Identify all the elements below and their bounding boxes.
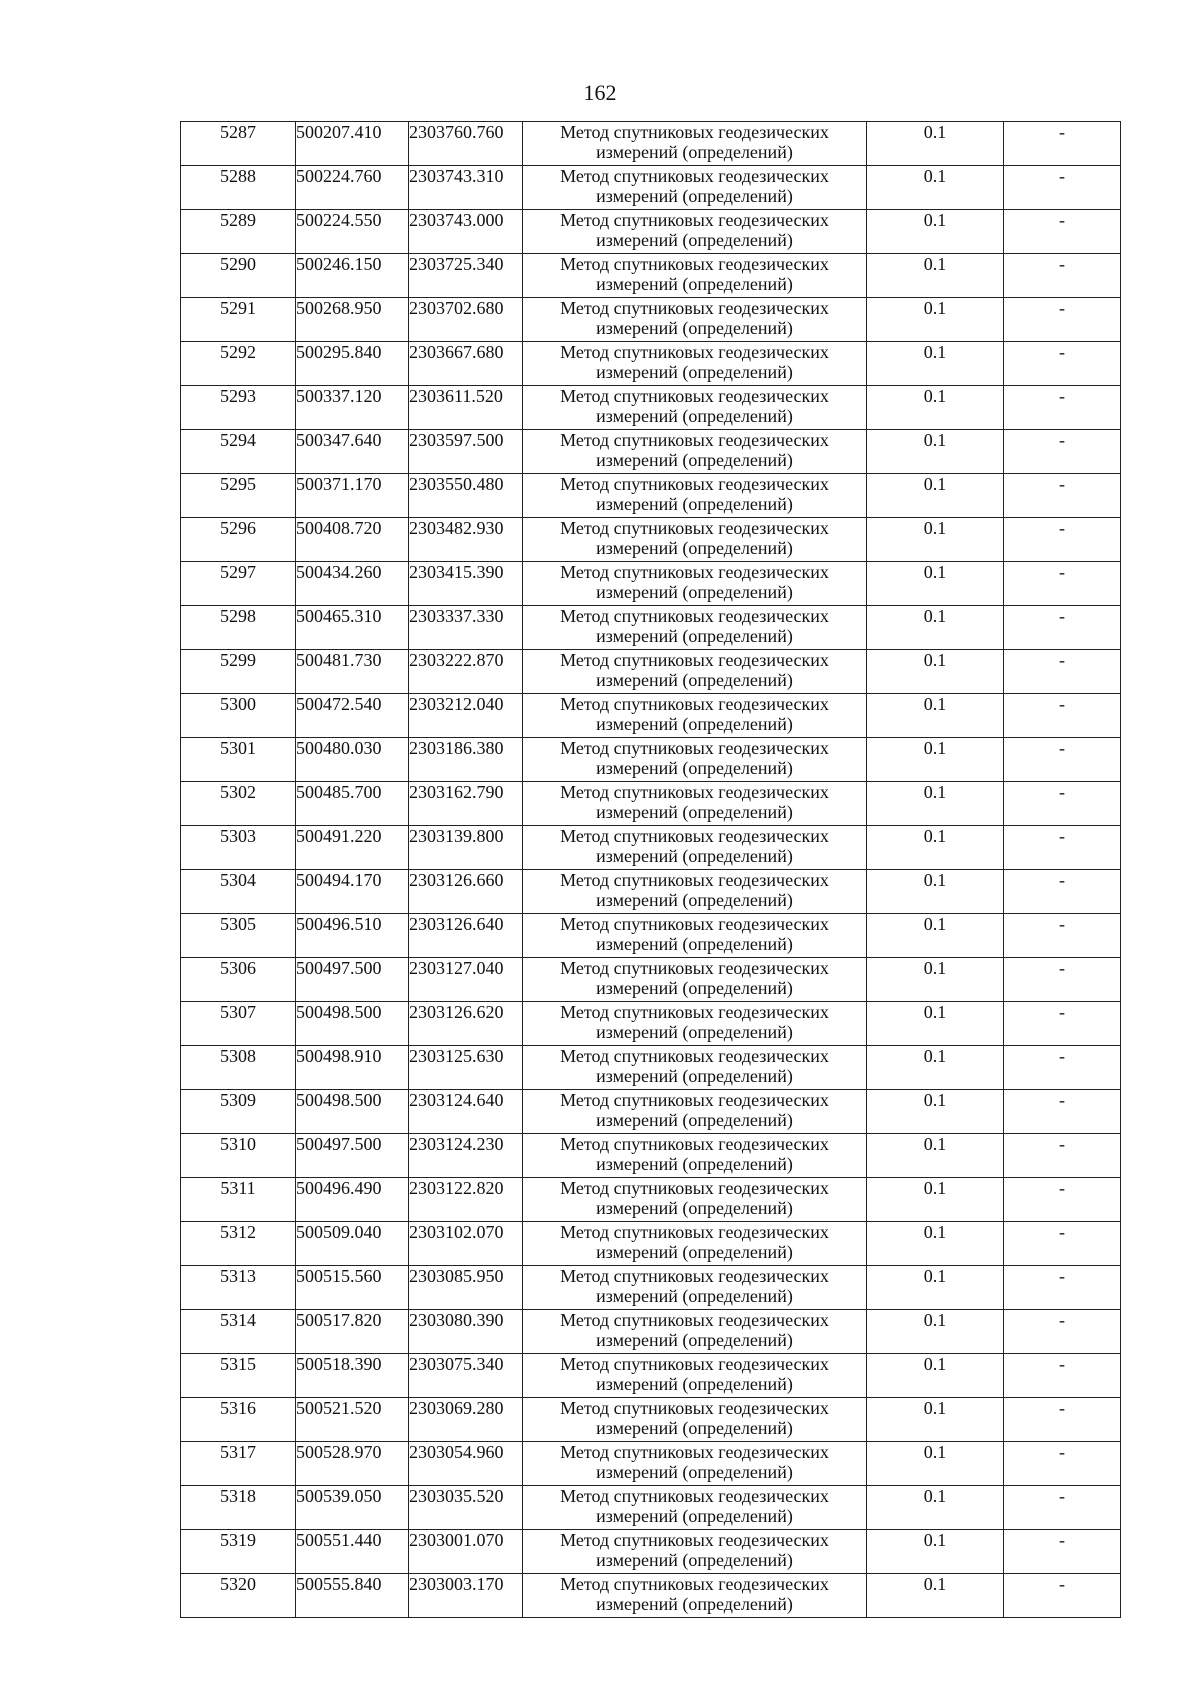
y-coordinate-cell: 2303069.280 bbox=[409, 1398, 523, 1442]
y-coordinate-cell: 2303337.330 bbox=[409, 606, 523, 650]
method-cell: Метод спутниковых геодезических измерений (определений) bbox=[523, 298, 867, 342]
method-cell: Метод спутниковых геодезических измерений (определений) bbox=[523, 1002, 867, 1046]
table-row bbox=[181, 430, 1121, 474]
y-coordinate-cell: 2303743.000 bbox=[409, 210, 523, 254]
table-row bbox=[181, 1486, 1121, 1530]
point-number-cell: 5318 bbox=[181, 1486, 296, 1530]
accuracy-cell: 0.1 bbox=[867, 298, 1004, 342]
table-row bbox=[181, 650, 1121, 694]
y-coordinate-cell: 2303550.480 bbox=[409, 474, 523, 518]
note-cell: - bbox=[1004, 1090, 1121, 1134]
point-number-cell: 5304 bbox=[181, 870, 296, 914]
method-cell: Метод спутниковых геодезических измерений (определений) bbox=[523, 958, 867, 1002]
table-row bbox=[181, 914, 1121, 958]
point-number-cell: 5291 bbox=[181, 298, 296, 342]
accuracy-cell: 0.1 bbox=[867, 1090, 1004, 1134]
table-row bbox=[181, 1046, 1121, 1090]
table-row bbox=[181, 606, 1121, 650]
x-coordinate-cell: 500517.820 bbox=[296, 1310, 409, 1354]
x-coordinate-cell: 500347.640 bbox=[296, 430, 409, 474]
point-number-cell: 5288 bbox=[181, 166, 296, 210]
x-coordinate-cell: 500371.170 bbox=[296, 474, 409, 518]
point-number-cell: 5317 bbox=[181, 1442, 296, 1486]
note-cell: - bbox=[1004, 474, 1121, 518]
x-coordinate-cell: 500497.500 bbox=[296, 958, 409, 1002]
accuracy-cell: 0.1 bbox=[867, 386, 1004, 430]
x-coordinate-cell: 500539.050 bbox=[296, 1486, 409, 1530]
point-number-cell: 5303 bbox=[181, 826, 296, 870]
table-row bbox=[181, 518, 1121, 562]
method-cell: Метод спутниковых геодезических измерений (определений) bbox=[523, 1046, 867, 1090]
x-coordinate-cell: 500224.550 bbox=[296, 210, 409, 254]
x-coordinate-cell: 500268.950 bbox=[296, 298, 409, 342]
accuracy-cell: 0.1 bbox=[867, 1134, 1004, 1178]
method-cell: Метод спутниковых геодезических измерений (определений) bbox=[523, 1442, 867, 1486]
y-coordinate-cell: 2303667.680 bbox=[409, 342, 523, 386]
table-row bbox=[181, 870, 1121, 914]
note-cell: - bbox=[1004, 1266, 1121, 1310]
x-coordinate-cell: 500496.510 bbox=[296, 914, 409, 958]
accuracy-cell: 0.1 bbox=[867, 210, 1004, 254]
method-cell: Метод спутниковых геодезических измерений (определений) bbox=[523, 1266, 867, 1310]
point-number-cell: 5306 bbox=[181, 958, 296, 1002]
point-number-cell: 5320 bbox=[181, 1574, 296, 1618]
accuracy-cell: 0.1 bbox=[867, 738, 1004, 782]
note-cell: - bbox=[1004, 694, 1121, 738]
point-number-cell: 5315 bbox=[181, 1354, 296, 1398]
x-coordinate-cell: 500496.490 bbox=[296, 1178, 409, 1222]
y-coordinate-cell: 2303482.930 bbox=[409, 518, 523, 562]
y-coordinate-cell: 2303126.620 bbox=[409, 1002, 523, 1046]
accuracy-cell: 0.1 bbox=[867, 1442, 1004, 1486]
table-row bbox=[181, 1002, 1121, 1046]
note-cell: - bbox=[1004, 958, 1121, 1002]
method-cell: Метод спутниковых геодезических измерений (определений) bbox=[523, 562, 867, 606]
accuracy-cell: 0.1 bbox=[867, 1310, 1004, 1354]
y-coordinate-cell: 2303003.170 bbox=[409, 1574, 523, 1618]
accuracy-cell: 0.1 bbox=[867, 782, 1004, 826]
point-number-cell: 5292 bbox=[181, 342, 296, 386]
method-cell: Метод спутниковых геодезических измерений (определений) bbox=[523, 1222, 867, 1266]
note-cell: - bbox=[1004, 1046, 1121, 1090]
y-coordinate-cell: 2303001.070 bbox=[409, 1530, 523, 1574]
accuracy-cell: 0.1 bbox=[867, 694, 1004, 738]
point-number-cell: 5294 bbox=[181, 430, 296, 474]
method-cell: Метод спутниковых геодезических измерений (определений) bbox=[523, 1178, 867, 1222]
note-cell: - bbox=[1004, 386, 1121, 430]
point-number-cell: 5316 bbox=[181, 1398, 296, 1442]
point-number-cell: 5293 bbox=[181, 386, 296, 430]
note-cell: - bbox=[1004, 342, 1121, 386]
x-coordinate-cell: 500434.260 bbox=[296, 562, 409, 606]
y-coordinate-cell: 2303125.630 bbox=[409, 1046, 523, 1090]
y-coordinate-cell: 2303124.230 bbox=[409, 1134, 523, 1178]
method-cell: Метод спутниковых геодезических измерений (определений) bbox=[523, 650, 867, 694]
accuracy-cell: 0.1 bbox=[867, 122, 1004, 166]
y-coordinate-cell: 2303212.040 bbox=[409, 694, 523, 738]
y-coordinate-cell: 2303743.310 bbox=[409, 166, 523, 210]
x-coordinate-cell: 500207.410 bbox=[296, 122, 409, 166]
method-cell: Метод спутниковых геодезических измерений (определений) bbox=[523, 342, 867, 386]
point-number-cell: 5298 bbox=[181, 606, 296, 650]
note-cell: - bbox=[1004, 914, 1121, 958]
method-cell: Метод спутниковых геодезических измерений (определений) bbox=[523, 1486, 867, 1530]
note-cell: - bbox=[1004, 1178, 1121, 1222]
point-number-cell: 5297 bbox=[181, 562, 296, 606]
note-cell: - bbox=[1004, 518, 1121, 562]
accuracy-cell: 0.1 bbox=[867, 958, 1004, 1002]
table-row bbox=[181, 1178, 1121, 1222]
note-cell: - bbox=[1004, 606, 1121, 650]
method-cell: Метод спутниковых геодезических измерений (определений) bbox=[523, 738, 867, 782]
y-coordinate-cell: 2303611.520 bbox=[409, 386, 523, 430]
table-row bbox=[181, 1354, 1121, 1398]
x-coordinate-cell: 500246.150 bbox=[296, 254, 409, 298]
note-cell: - bbox=[1004, 1310, 1121, 1354]
point-number-cell: 5289 bbox=[181, 210, 296, 254]
note-cell: - bbox=[1004, 1398, 1121, 1442]
table-row bbox=[181, 1134, 1121, 1178]
point-number-cell: 5310 bbox=[181, 1134, 296, 1178]
note-cell: - bbox=[1004, 122, 1121, 166]
table-row bbox=[181, 738, 1121, 782]
point-number-cell: 5302 bbox=[181, 782, 296, 826]
table-row bbox=[181, 694, 1121, 738]
table-row bbox=[181, 474, 1121, 518]
note-cell: - bbox=[1004, 1222, 1121, 1266]
x-coordinate-cell: 500497.500 bbox=[296, 1134, 409, 1178]
method-cell: Метод спутниковых геодезических измерений (определений) bbox=[523, 1398, 867, 1442]
accuracy-cell: 0.1 bbox=[867, 650, 1004, 694]
table-row bbox=[181, 958, 1121, 1002]
y-coordinate-cell: 2303725.340 bbox=[409, 254, 523, 298]
method-cell: Метод спутниковых геодезических измерений (определений) bbox=[523, 1310, 867, 1354]
note-cell: - bbox=[1004, 738, 1121, 782]
x-coordinate-cell: 500472.540 bbox=[296, 694, 409, 738]
note-cell: - bbox=[1004, 166, 1121, 210]
note-cell: - bbox=[1004, 1530, 1121, 1574]
x-coordinate-cell: 500521.520 bbox=[296, 1398, 409, 1442]
accuracy-cell: 0.1 bbox=[867, 870, 1004, 914]
method-cell: Метод спутниковых геодезических измерений (определений) bbox=[523, 826, 867, 870]
table-row bbox=[181, 1222, 1121, 1266]
table-row bbox=[181, 782, 1121, 826]
table-row bbox=[181, 826, 1121, 870]
y-coordinate-cell: 2303075.340 bbox=[409, 1354, 523, 1398]
note-cell: - bbox=[1004, 1134, 1121, 1178]
method-cell: Метод спутниковых геодезических измерений (определений) bbox=[523, 870, 867, 914]
x-coordinate-cell: 500465.310 bbox=[296, 606, 409, 650]
y-coordinate-cell: 2303760.760 bbox=[409, 122, 523, 166]
y-coordinate-cell: 2303127.040 bbox=[409, 958, 523, 1002]
y-coordinate-cell: 2303102.070 bbox=[409, 1222, 523, 1266]
y-coordinate-cell: 2303186.380 bbox=[409, 738, 523, 782]
accuracy-cell: 0.1 bbox=[867, 1574, 1004, 1618]
note-cell: - bbox=[1004, 298, 1121, 342]
accuracy-cell: 0.1 bbox=[867, 826, 1004, 870]
method-cell: Метод спутниковых геодезических измерений (определений) bbox=[523, 1574, 867, 1618]
note-cell: - bbox=[1004, 430, 1121, 474]
y-coordinate-cell: 2303085.950 bbox=[409, 1266, 523, 1310]
method-cell: Метод спутниковых геодезических измерений (определений) bbox=[523, 430, 867, 474]
y-coordinate-cell: 2303139.800 bbox=[409, 826, 523, 870]
point-number-cell: 5301 bbox=[181, 738, 296, 782]
method-cell: Метод спутниковых геодезических измерений (определений) bbox=[523, 210, 867, 254]
x-coordinate-cell: 500480.030 bbox=[296, 738, 409, 782]
note-cell: - bbox=[1004, 1486, 1121, 1530]
point-number-cell: 5295 bbox=[181, 474, 296, 518]
y-coordinate-cell: 2303122.820 bbox=[409, 1178, 523, 1222]
table-row bbox=[181, 210, 1121, 254]
y-coordinate-cell: 2303054.960 bbox=[409, 1442, 523, 1486]
point-number-cell: 5319 bbox=[181, 1530, 296, 1574]
note-cell: - bbox=[1004, 1354, 1121, 1398]
x-coordinate-cell: 500295.840 bbox=[296, 342, 409, 386]
accuracy-cell: 0.1 bbox=[867, 518, 1004, 562]
coordinates-table bbox=[180, 121, 1121, 1618]
y-coordinate-cell: 2303035.520 bbox=[409, 1486, 523, 1530]
accuracy-cell: 0.1 bbox=[867, 1046, 1004, 1090]
method-cell: Метод спутниковых геодезических измерений (определений) bbox=[523, 386, 867, 430]
table-row bbox=[181, 386, 1121, 430]
accuracy-cell: 0.1 bbox=[867, 1398, 1004, 1442]
point-number-cell: 5307 bbox=[181, 1002, 296, 1046]
coordinates-table-body bbox=[181, 122, 1121, 1618]
point-number-cell: 5296 bbox=[181, 518, 296, 562]
accuracy-cell: 0.1 bbox=[867, 914, 1004, 958]
method-cell: Метод спутниковых геодезических измерений (определений) bbox=[523, 254, 867, 298]
table-row bbox=[181, 342, 1121, 386]
table-row bbox=[181, 298, 1121, 342]
method-cell: Метод спутниковых геодезических измерений (определений) bbox=[523, 1090, 867, 1134]
x-coordinate-cell: 500481.730 bbox=[296, 650, 409, 694]
page-number: 162 bbox=[583, 80, 617, 105]
point-number-cell: 5290 bbox=[181, 254, 296, 298]
accuracy-cell: 0.1 bbox=[867, 1222, 1004, 1266]
accuracy-cell: 0.1 bbox=[867, 1266, 1004, 1310]
method-cell: Метод спутниковых геодезических измерений (определений) bbox=[523, 606, 867, 650]
point-number-cell: 5308 bbox=[181, 1046, 296, 1090]
x-coordinate-cell: 500498.910 bbox=[296, 1046, 409, 1090]
method-cell: Метод спутниковых геодезических измерений (определений) bbox=[523, 914, 867, 958]
table-row bbox=[181, 1442, 1121, 1486]
method-cell: Метод спутниковых геодезических измерений (определений) bbox=[523, 782, 867, 826]
point-number-cell: 5300 bbox=[181, 694, 296, 738]
point-number-cell: 5314 bbox=[181, 1310, 296, 1354]
method-cell: Метод спутниковых геодезических измерений (определений) bbox=[523, 1134, 867, 1178]
note-cell: - bbox=[1004, 870, 1121, 914]
table-row bbox=[181, 1398, 1121, 1442]
note-cell: - bbox=[1004, 826, 1121, 870]
table-row bbox=[181, 254, 1121, 298]
x-coordinate-cell: 500491.220 bbox=[296, 826, 409, 870]
note-cell: - bbox=[1004, 1002, 1121, 1046]
table-row bbox=[181, 1266, 1121, 1310]
accuracy-cell: 0.1 bbox=[867, 342, 1004, 386]
method-cell: Метод спутниковых геодезических измерений (определений) bbox=[523, 1354, 867, 1398]
y-coordinate-cell: 2303222.870 bbox=[409, 650, 523, 694]
x-coordinate-cell: 500515.560 bbox=[296, 1266, 409, 1310]
table-row bbox=[181, 1530, 1121, 1574]
note-cell: - bbox=[1004, 254, 1121, 298]
accuracy-cell: 0.1 bbox=[867, 562, 1004, 606]
y-coordinate-cell: 2303080.390 bbox=[409, 1310, 523, 1354]
y-coordinate-cell: 2303597.500 bbox=[409, 430, 523, 474]
method-cell: Метод спутниковых геодезических измерений (определений) bbox=[523, 694, 867, 738]
table-row bbox=[181, 1090, 1121, 1134]
x-coordinate-cell: 500518.390 bbox=[296, 1354, 409, 1398]
y-coordinate-cell: 2303162.790 bbox=[409, 782, 523, 826]
table-row bbox=[181, 562, 1121, 606]
point-number-cell: 5309 bbox=[181, 1090, 296, 1134]
x-coordinate-cell: 500528.970 bbox=[296, 1442, 409, 1486]
y-coordinate-cell: 2303126.640 bbox=[409, 914, 523, 958]
x-coordinate-cell: 500494.170 bbox=[296, 870, 409, 914]
point-number-cell: 5287 bbox=[181, 122, 296, 166]
point-number-cell: 5313 bbox=[181, 1266, 296, 1310]
x-coordinate-cell: 500551.440 bbox=[296, 1530, 409, 1574]
accuracy-cell: 0.1 bbox=[867, 166, 1004, 210]
accuracy-cell: 0.1 bbox=[867, 254, 1004, 298]
note-cell: - bbox=[1004, 1442, 1121, 1486]
note-cell: - bbox=[1004, 782, 1121, 826]
x-coordinate-cell: 500509.040 bbox=[296, 1222, 409, 1266]
x-coordinate-cell: 500498.500 bbox=[296, 1090, 409, 1134]
method-cell: Метод спутниковых геодезических измерений (определений) bbox=[523, 122, 867, 166]
y-coordinate-cell: 2303126.660 bbox=[409, 870, 523, 914]
accuracy-cell: 0.1 bbox=[867, 1354, 1004, 1398]
accuracy-cell: 0.1 bbox=[867, 1530, 1004, 1574]
note-cell: - bbox=[1004, 562, 1121, 606]
x-coordinate-cell: 500337.120 bbox=[296, 386, 409, 430]
table-row bbox=[181, 1310, 1121, 1354]
accuracy-cell: 0.1 bbox=[867, 1178, 1004, 1222]
point-number-cell: 5312 bbox=[181, 1222, 296, 1266]
accuracy-cell: 0.1 bbox=[867, 430, 1004, 474]
y-coordinate-cell: 2303124.640 bbox=[409, 1090, 523, 1134]
y-coordinate-cell: 2303702.680 bbox=[409, 298, 523, 342]
table-row bbox=[181, 1574, 1121, 1618]
point-number-cell: 5305 bbox=[181, 914, 296, 958]
method-cell: Метод спутниковых геодезических измерений (определений) bbox=[523, 166, 867, 210]
table-row bbox=[181, 122, 1121, 166]
note-cell: - bbox=[1004, 650, 1121, 694]
x-coordinate-cell: 500408.720 bbox=[296, 518, 409, 562]
x-coordinate-cell: 500498.500 bbox=[296, 1002, 409, 1046]
table-row bbox=[181, 166, 1121, 210]
x-coordinate-cell: 500555.840 bbox=[296, 1574, 409, 1618]
accuracy-cell: 0.1 bbox=[867, 474, 1004, 518]
accuracy-cell: 0.1 bbox=[867, 606, 1004, 650]
point-number-cell: 5311 bbox=[181, 1178, 296, 1222]
x-coordinate-cell: 500485.700 bbox=[296, 782, 409, 826]
method-cell: Метод спутниковых геодезических измерений (определений) bbox=[523, 474, 867, 518]
accuracy-cell: 0.1 bbox=[867, 1002, 1004, 1046]
x-coordinate-cell: 500224.760 bbox=[296, 166, 409, 210]
y-coordinate-cell: 2303415.390 bbox=[409, 562, 523, 606]
note-cell: - bbox=[1004, 210, 1121, 254]
method-cell: Метод спутниковых геодезических измерений (определений) bbox=[523, 518, 867, 562]
point-number-cell: 5299 bbox=[181, 650, 296, 694]
note-cell: - bbox=[1004, 1574, 1121, 1618]
method-cell: Метод спутниковых геодезических измерений (определений) bbox=[523, 1530, 867, 1574]
accuracy-cell: 0.1 bbox=[867, 1486, 1004, 1530]
